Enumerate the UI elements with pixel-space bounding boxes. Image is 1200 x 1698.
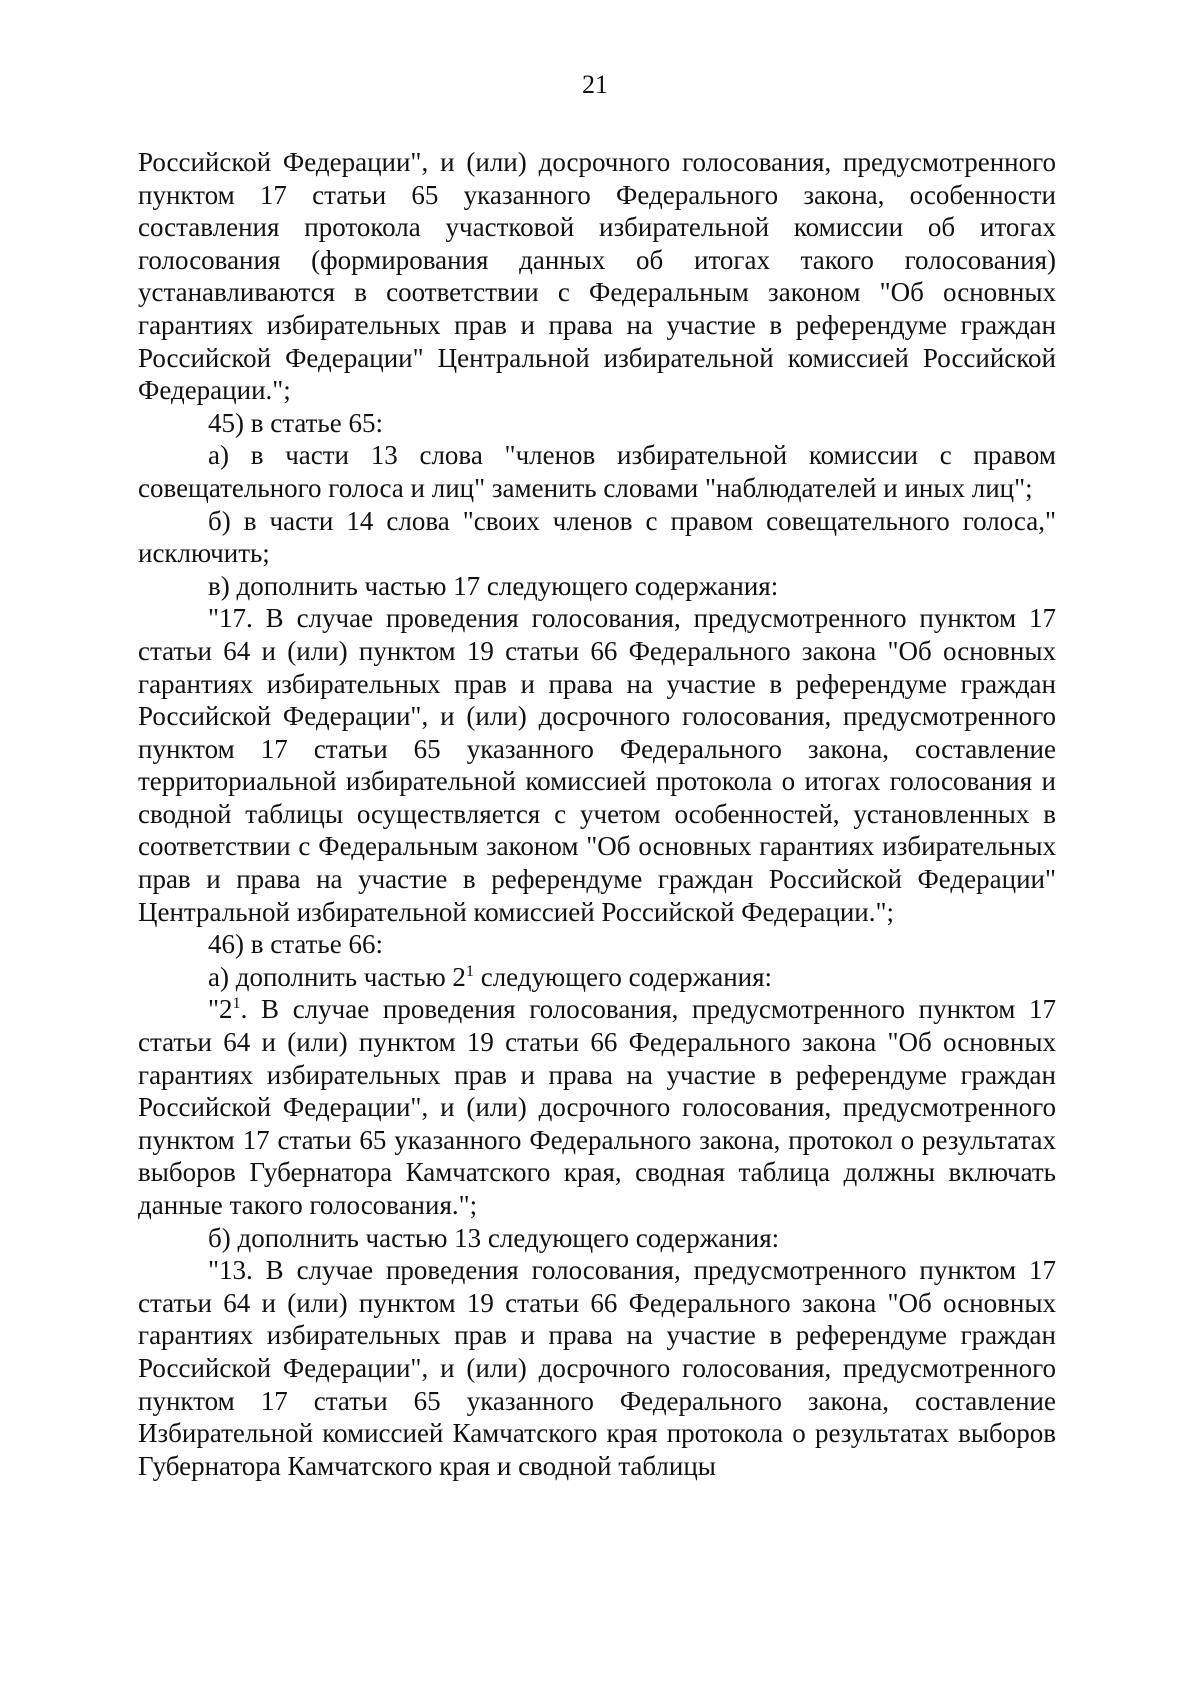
paragraph-item-46a-before: а) дополнить частью 2 — [208, 961, 466, 992]
paragraph-part-2-1-before: "2 — [208, 994, 233, 1025]
paragraph-item-45v: в) дополнить частью 17 следующего содержания: — [208, 570, 779, 601]
paragraph-part-2-1-after: . В случае проведения голосования, предусмотренного пунктом 17 статьи 64 и (или) пунктом 19 статьи 66 Федерального закона "Об основных гарантиях избирательных прав и права на участие в референдуме граждан Российской Федерации", и (или) досрочного голосования, предусмотренного пунктом 17 статьи 65 указанного Федерального закона, протокол о результатах выборов Губернатора Камчатского края, сводная таблица должны включать данные такого голосования."; — [138, 994, 1056, 1220]
paragraph-item-45a: а) в части 13 слова "членов избирательной комиссии с правом совещательного голоса и лиц" заменить словами "наблюдателей и иных лиц"; — [138, 440, 1056, 503]
page-number: 21 — [582, 70, 608, 99]
superscript: 1 — [232, 994, 241, 1013]
paragraph-part-17-text: "17. В случае проведения голосования, предусмотренного пунктом 17 статьи 64 и (или) пунктом 19 статьи 66 Федерального закона "Об основных гарантиях избирательных прав и права на участие в референдуме граждан Российской Федерации", и (или) досрочного голосования, предусмотренного пунктом 17 статьи 65 указанного Федерального закона, составление территориальной избирательной комиссией протокола о итогах голосования и сводной таблицы осуществляется с учетом особенностей, установленных в соответствии с Федеральным законом "Об основных гарантиях избирательных прав и права на участие в референдуме граждан Российской Федерации" Центральной избирательной комиссией Российской Федерации."; — [138, 603, 1056, 927]
document-body — [138, 146, 1056, 1482]
superscript: 1 — [465, 961, 474, 980]
paragraph-item-45b: б) в части 14 слова "своих членов с правом совещательного голоса," исключить; — [138, 505, 1056, 569]
paragraph-part-13-text: "13. В случае проведения голосования, предусмотренного пунктом 17 статьи 64 и (или) пунктом 19 статьи 66 Федерального закона "Об основных гарантиях избирательных прав и права на участие в референдуме граждан Российской Федерации", и (или) досрочного голосования, предусмотренного пунктом 17 статьи 65 указанного Федерального закона, составление Избирательной комиссией Камчатского края протокола о результатах выборов Губернатора Камчатского края и сводной таблицы — [138, 1255, 1056, 1481]
paragraph-item-46a-after: следующего содержания: — [473, 961, 773, 992]
paragraph-part-2-1-text — [138, 993, 1056, 1221]
paragraph-continuation: Российской Федерации", и (или) досрочного голосования, предусмотренного пунктом 17 статьи 65 указанного Федерального закона, особенности составления протокола участковой избирательной комиссии об итогах голосования (формирования данных об итогах такого голосования) устанавливаются в соответствии с Федеральным законом "Об основных гарантиях избирательных прав и права на участие в референдуме граждан Российской Федерации" Центральной избирательной комиссией Российской Федерации."; — [138, 147, 1056, 406]
paragraph-item-46: 46) в статье 66: — [208, 929, 383, 960]
paragraph-item-46b: б) дополнить частью 13 следующего содержания: — [208, 1222, 780, 1253]
paragraph-item-45: 45) в статье 65: — [208, 407, 383, 438]
paragraph-item-46a — [138, 961, 1056, 994]
